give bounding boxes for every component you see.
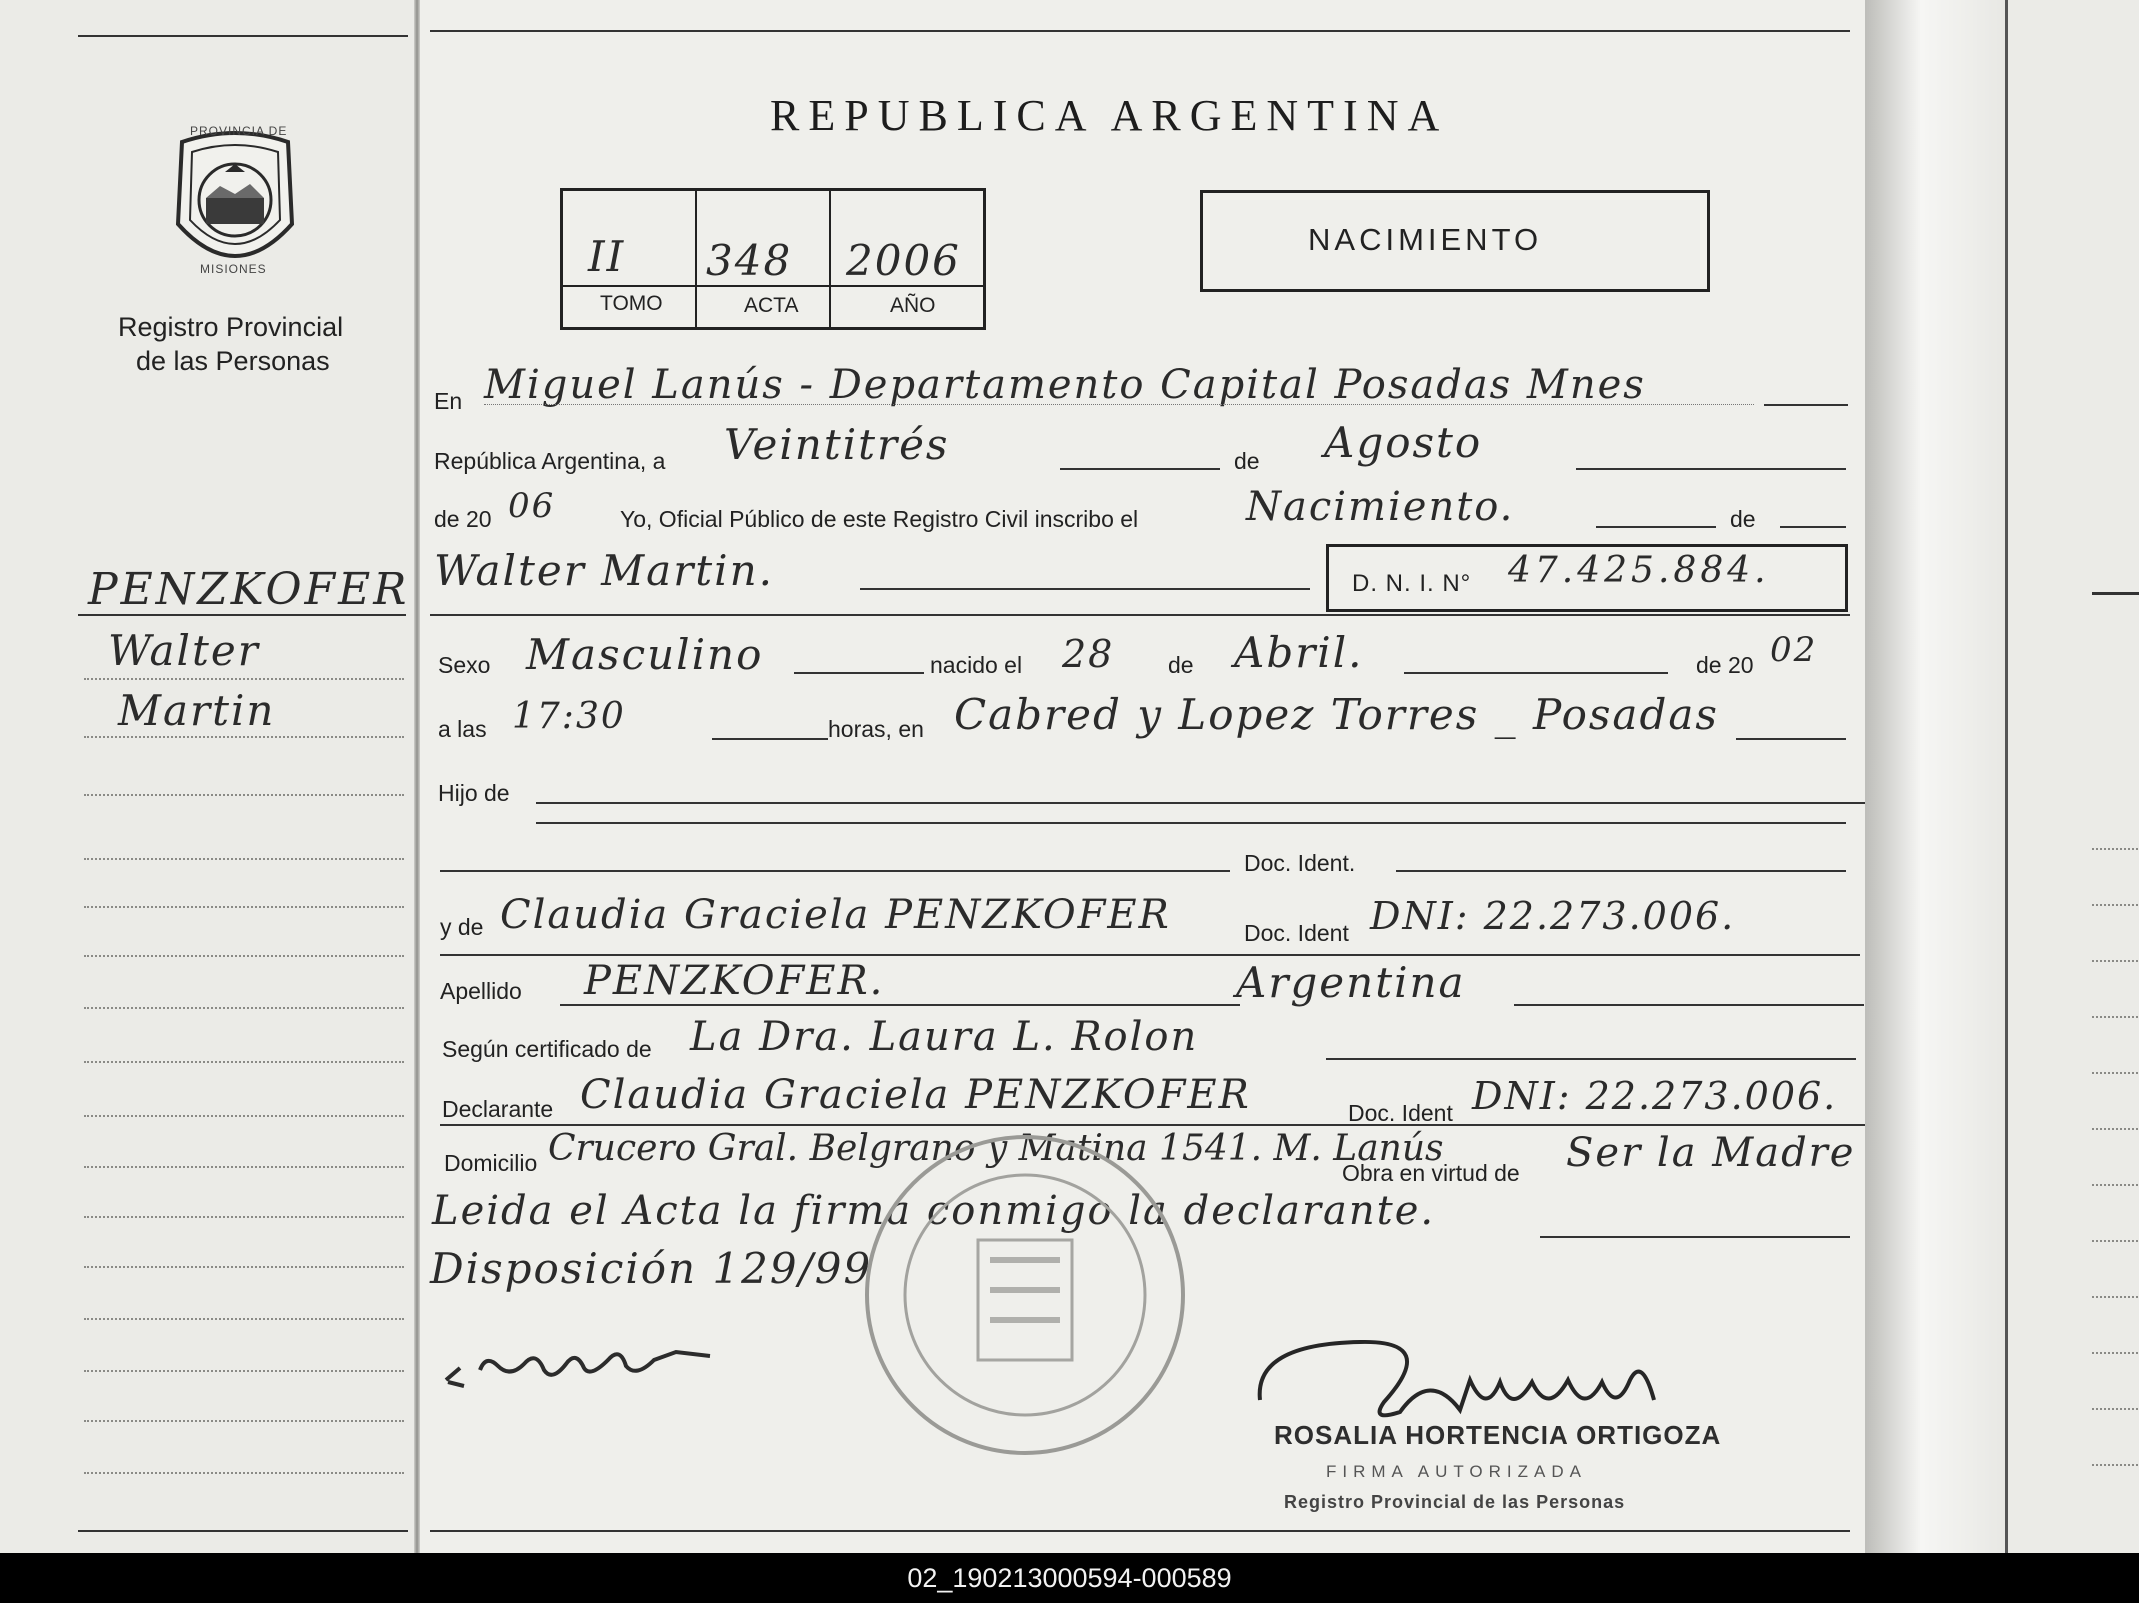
stub-second-name: Martin [118, 686, 276, 735]
hour-value: 17:30 [512, 696, 626, 737]
doc-ident-label: Doc. Ident. [1244, 850, 1356, 876]
person-name-value: Walter Martin. [434, 546, 774, 595]
doc-ident-label-3: Doc. Ident [1348, 1100, 1453, 1126]
domicilio-label: Domicilio [444, 1150, 538, 1176]
doc-ident-label-2: Doc. Ident [1244, 920, 1349, 946]
apellido-label: Apellido [440, 978, 522, 1004]
stub-first-name: Walter [108, 626, 260, 675]
office-name-line2: de las Personas [136, 346, 330, 376]
dni-label: D. N. I. N° [1352, 570, 1472, 597]
leida-value: Leida el Acta la firma conmigo la declarante. [432, 1188, 1436, 1234]
de-label-3: de [1168, 652, 1194, 678]
de-year-label: de 20 [434, 506, 492, 532]
image-caption: 02_190213000594-000589 [0, 1553, 2139, 1603]
month-value: Agosto [1324, 418, 1483, 467]
nacido-month: Abril. [1234, 628, 1364, 677]
obra-value: Ser la Madre [1566, 1130, 1856, 1176]
mother-name-value: Claudia Graciela PENZKOFER [500, 892, 1171, 938]
certificado-value: La Dra. Laura L. Rolon [690, 1014, 1199, 1060]
seal-text-bottom: MISIONES [200, 262, 267, 276]
de-year-label-2: de 20 [1696, 652, 1754, 678]
certificate-type: NACIMIENTO [1308, 222, 1543, 257]
disposicion-value: Disposición 129/99 [430, 1244, 873, 1293]
office-name-line1: Registro Provincial [118, 312, 344, 342]
tomo-value: II [588, 232, 626, 281]
inscribo-value: Nacimiento. [1246, 484, 1515, 530]
ano-value: 2006 [846, 236, 961, 285]
ano-label: AÑO [890, 294, 936, 317]
day-value: Veintitrés [724, 420, 950, 469]
oficial-label: Yo, Oficial Público de este Registro Civil inscribo el [620, 506, 1139, 532]
acta-label: ACTA [744, 294, 799, 317]
obra-label: Obra en virtud de [1342, 1160, 1520, 1186]
en-label: En [434, 388, 463, 414]
de-label: de [1234, 448, 1260, 474]
signatory-office: Registro Provincial de las Personas [1284, 1492, 1626, 1512]
sexo-value: Masculino [526, 630, 764, 679]
nacido-day: 28 [1062, 632, 1115, 676]
en-value: Miguel Lanús - Departamento Capital Posadas Mnes [484, 362, 1646, 408]
place-value: Cabred y Lopez Torres _ Posadas [954, 690, 1719, 739]
province-seal-icon [168, 128, 302, 283]
horas-label: horas, en [828, 716, 924, 742]
apellido-value: PENZKOFER. [584, 958, 885, 1004]
acta-value: 348 [706, 236, 793, 285]
domicilio-value: Crucero Gral. Belgrano y Matina 1541. M. Lanús [548, 1128, 1444, 1169]
nacido-year: 02 [1770, 630, 1818, 670]
certificado-label: Según certificado de [442, 1036, 652, 1062]
seal-text-top: PROVINCIA DE [190, 124, 288, 138]
alas-label: a las [438, 716, 487, 742]
republica-label: República Argentina, a [434, 448, 666, 474]
tomo-label: TOMO [600, 292, 663, 315]
mother-doc-value: DNI: 22.273.006. [1370, 894, 1736, 938]
official-stamp [860, 1130, 1190, 1460]
page-gap [1865, 0, 2005, 1553]
next-page-edge [2005, 0, 2139, 1553]
nationality-value: Argentina [1236, 958, 1466, 1007]
page-title: REPUBLICA ARGENTINA [770, 91, 1449, 140]
nacido-label: nacido el [930, 652, 1023, 678]
declarante-label: Declarante [442, 1096, 554, 1122]
signatory-name: ROSALIA HORTENCIA ORTIGOZA [1274, 1420, 1722, 1450]
hijo-label: Hijo de [438, 780, 510, 806]
signatory-role: FIRMA AUTORIZADA [1326, 1462, 1587, 1481]
declarant-signature [440, 1320, 720, 1400]
yde-label: y de [440, 914, 484, 940]
stub-surname: PENZKOFER [88, 564, 410, 615]
sexo-label: Sexo [438, 652, 491, 678]
year-value: 06 [508, 486, 556, 526]
stub-panel [0, 0, 420, 1553]
dni-value: 47.425.884. [1508, 550, 1770, 591]
de-label-2: de [1730, 506, 1756, 532]
declarante-value: Claudia Graciela PENZKOFER [580, 1072, 1251, 1118]
declarante-doc-value: DNI: 22.273.006. [1472, 1074, 1838, 1118]
